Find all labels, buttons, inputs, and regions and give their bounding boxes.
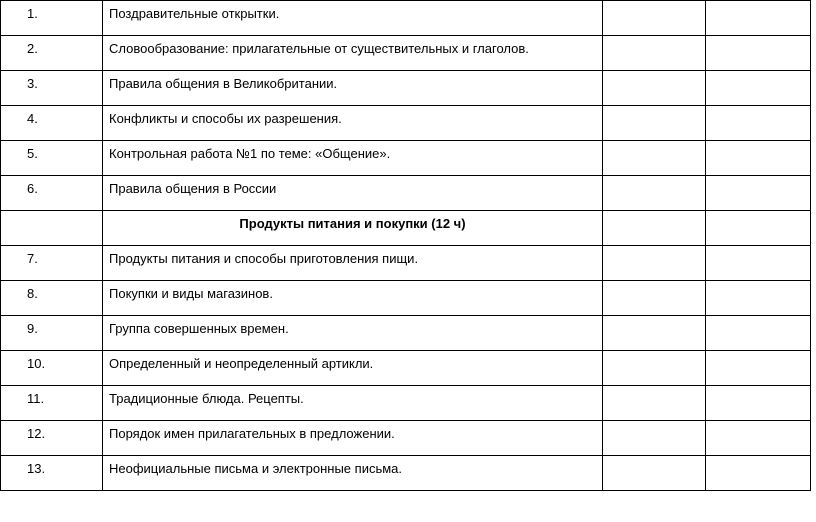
row-topic: Порядок имен прилагательных в предложении. [103, 421, 603, 456]
row-number: 7. [1, 246, 103, 281]
date-fact-cell [706, 281, 811, 316]
date-fact-cell [706, 176, 811, 211]
date-plan-cell [603, 176, 706, 211]
row-number: 6. [1, 176, 103, 211]
date-fact-cell [706, 36, 811, 71]
row-topic: Правила общения в Великобритании. [103, 71, 603, 106]
row-topic: Словообразование: прилагательные от существительных и глаголов. [103, 36, 603, 71]
date-fact-cell [706, 386, 811, 421]
table-row [1, 386, 811, 421]
date-plan-cell [603, 211, 706, 246]
table-row [1, 421, 811, 456]
table-row [1, 281, 811, 316]
date-plan-cell [603, 281, 706, 316]
table-row [1, 36, 811, 71]
table-row [1, 71, 811, 106]
row-topic: Продукты питания и способы приготовления пищи. [103, 246, 603, 281]
date-plan-cell [603, 71, 706, 106]
section-number-cell [1, 211, 103, 246]
table-row [1, 106, 811, 141]
table-row [1, 176, 811, 211]
row-topic: Контрольная работа №1 по теме: «Общение». [103, 141, 603, 176]
date-fact-cell [706, 211, 811, 246]
table-row [1, 316, 811, 351]
date-plan-cell [603, 106, 706, 141]
date-fact-cell [706, 316, 811, 351]
table-row [1, 246, 811, 281]
row-number: 5. [1, 141, 103, 176]
date-plan-cell [603, 316, 706, 351]
date-plan-cell [603, 421, 706, 456]
row-number: 2. [1, 36, 103, 71]
date-plan-cell [603, 456, 706, 491]
row-topic: Группа совершенных времен. [103, 316, 603, 351]
date-fact-cell [706, 246, 811, 281]
section-row [1, 211, 811, 246]
row-number: 11. [1, 386, 103, 421]
date-fact-cell [706, 1, 811, 36]
row-number: 12. [1, 421, 103, 456]
date-fact-cell [706, 456, 811, 491]
row-topic: Правила общения в России [103, 176, 603, 211]
row-topic: Традиционные блюда. Рецепты. [103, 386, 603, 421]
row-number: 13. [1, 456, 103, 491]
date-fact-cell [706, 106, 811, 141]
row-number: 10. [1, 351, 103, 386]
row-topic: Покупки и виды магазинов. [103, 281, 603, 316]
row-number: 8. [1, 281, 103, 316]
row-topic: Конфликты и способы их разрешения. [103, 106, 603, 141]
date-plan-cell [603, 386, 706, 421]
table-row [1, 1, 811, 36]
date-plan-cell [603, 246, 706, 281]
date-fact-cell [706, 351, 811, 386]
row-number: 3. [1, 71, 103, 106]
table-row [1, 456, 811, 491]
row-topic: Определенный и неопределенный артикли. [103, 351, 603, 386]
row-topic: Поздравительные открытки. [103, 1, 603, 36]
row-topic: Неофициальные письма и электронные письма. [103, 456, 603, 491]
row-number: 9. [1, 316, 103, 351]
date-plan-cell [603, 1, 706, 36]
table-row [1, 141, 811, 176]
table-row [1, 351, 811, 386]
date-fact-cell [706, 421, 811, 456]
row-number: 1. [1, 1, 103, 36]
date-fact-cell [706, 141, 811, 176]
date-plan-cell [603, 351, 706, 386]
date-plan-cell [603, 36, 706, 71]
row-number: 4. [1, 106, 103, 141]
section-title: Продукты питания и покупки (12 ч) [103, 211, 603, 246]
date-plan-cell [603, 141, 706, 176]
date-fact-cell [706, 71, 811, 106]
